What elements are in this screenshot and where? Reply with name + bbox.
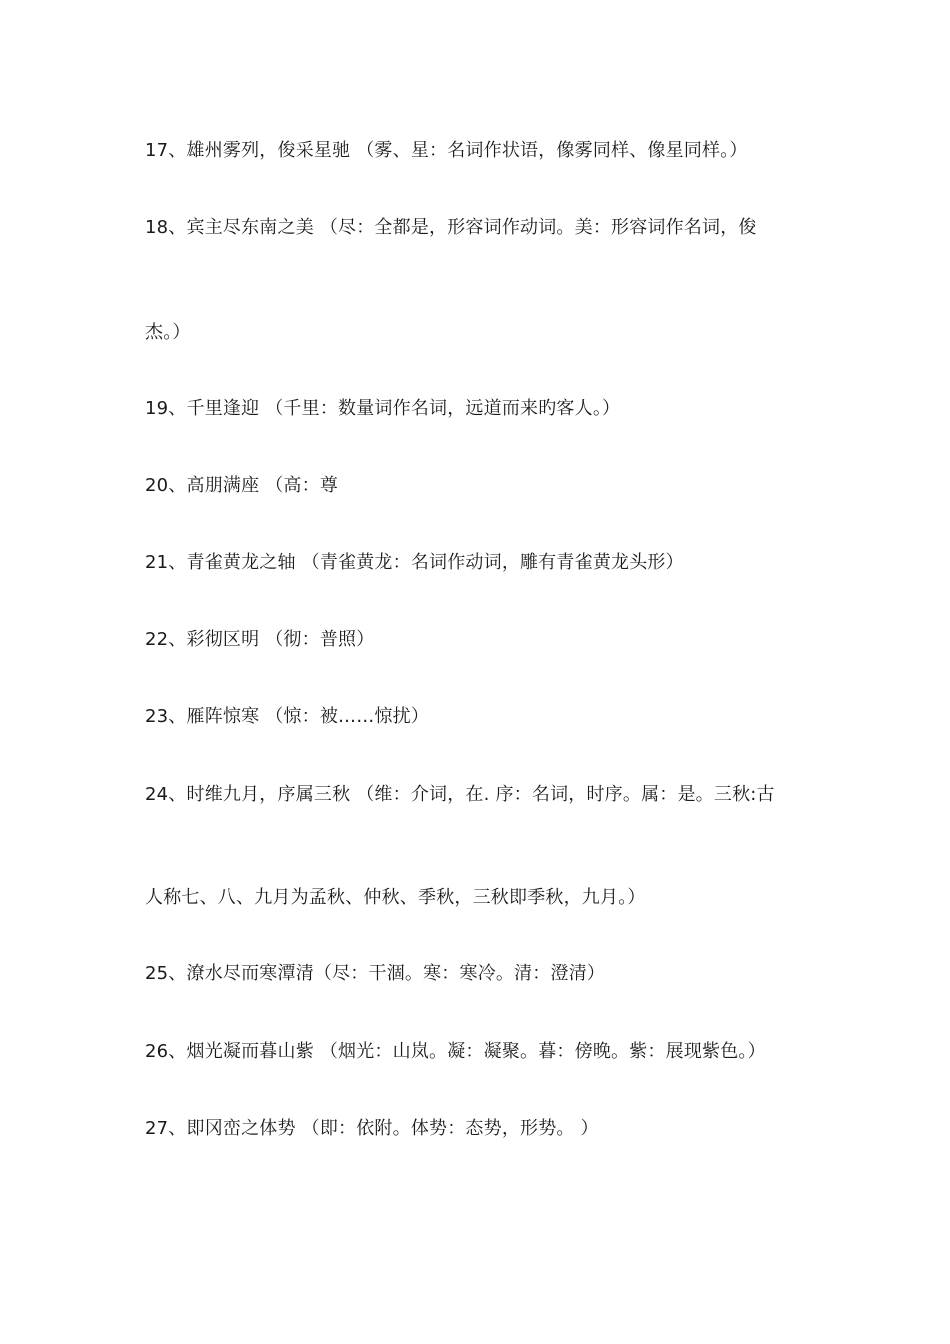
text-line-18-continued: 杰。） xyxy=(145,322,191,343)
text-line-20: 20、高朋满座 （高：尊 xyxy=(145,475,339,496)
text-line-25: 25、潦水尽而寒潭清（尽：干涸。寒：寒冷。清：澄清） xyxy=(145,963,606,984)
text-line-26: 26、烟光凝而暮山紫 （烟光：山岚。凝：凝聚。暮：傍晚。紫：展现紫色。） xyxy=(145,1041,766,1062)
text-line-18: 18、宾主尽东南之美 （尽：全都是，形容词作动词。美：形容词作名词，俊 xyxy=(145,217,757,238)
text-line-21: 21、青雀黄龙之轴 （青雀黄龙：名词作动词，雕有青雀黄龙头形） xyxy=(145,552,684,573)
text-line-24: 24、时维九月，序属三秋 （维：介词，在. 序：名词，时序。属：是。三秋:古 xyxy=(145,784,775,805)
text-line-22: 22、彩彻区明 （彻：普照） xyxy=(145,629,375,650)
text-line-17: 17、雄州雾列，俊采星驰 （雾、星：名词作状语，像雾同样、像星同样。） xyxy=(145,140,748,161)
text-line-23: 23、雁阵惊寒 （惊：被……惊扰） xyxy=(145,706,430,727)
text-line-19: 19、千里逢迎 （千里：数量词作名词，远道而来旳客人。） xyxy=(145,398,621,419)
text-line-24-continued: 人称七、八、九月为孟秋、仲秋、季秋，三秋即季秋，九月。） xyxy=(145,887,646,908)
text-line-27: 27、即冈峦之体势 （即：依附。体势：态势，形势。 ） xyxy=(145,1118,599,1139)
